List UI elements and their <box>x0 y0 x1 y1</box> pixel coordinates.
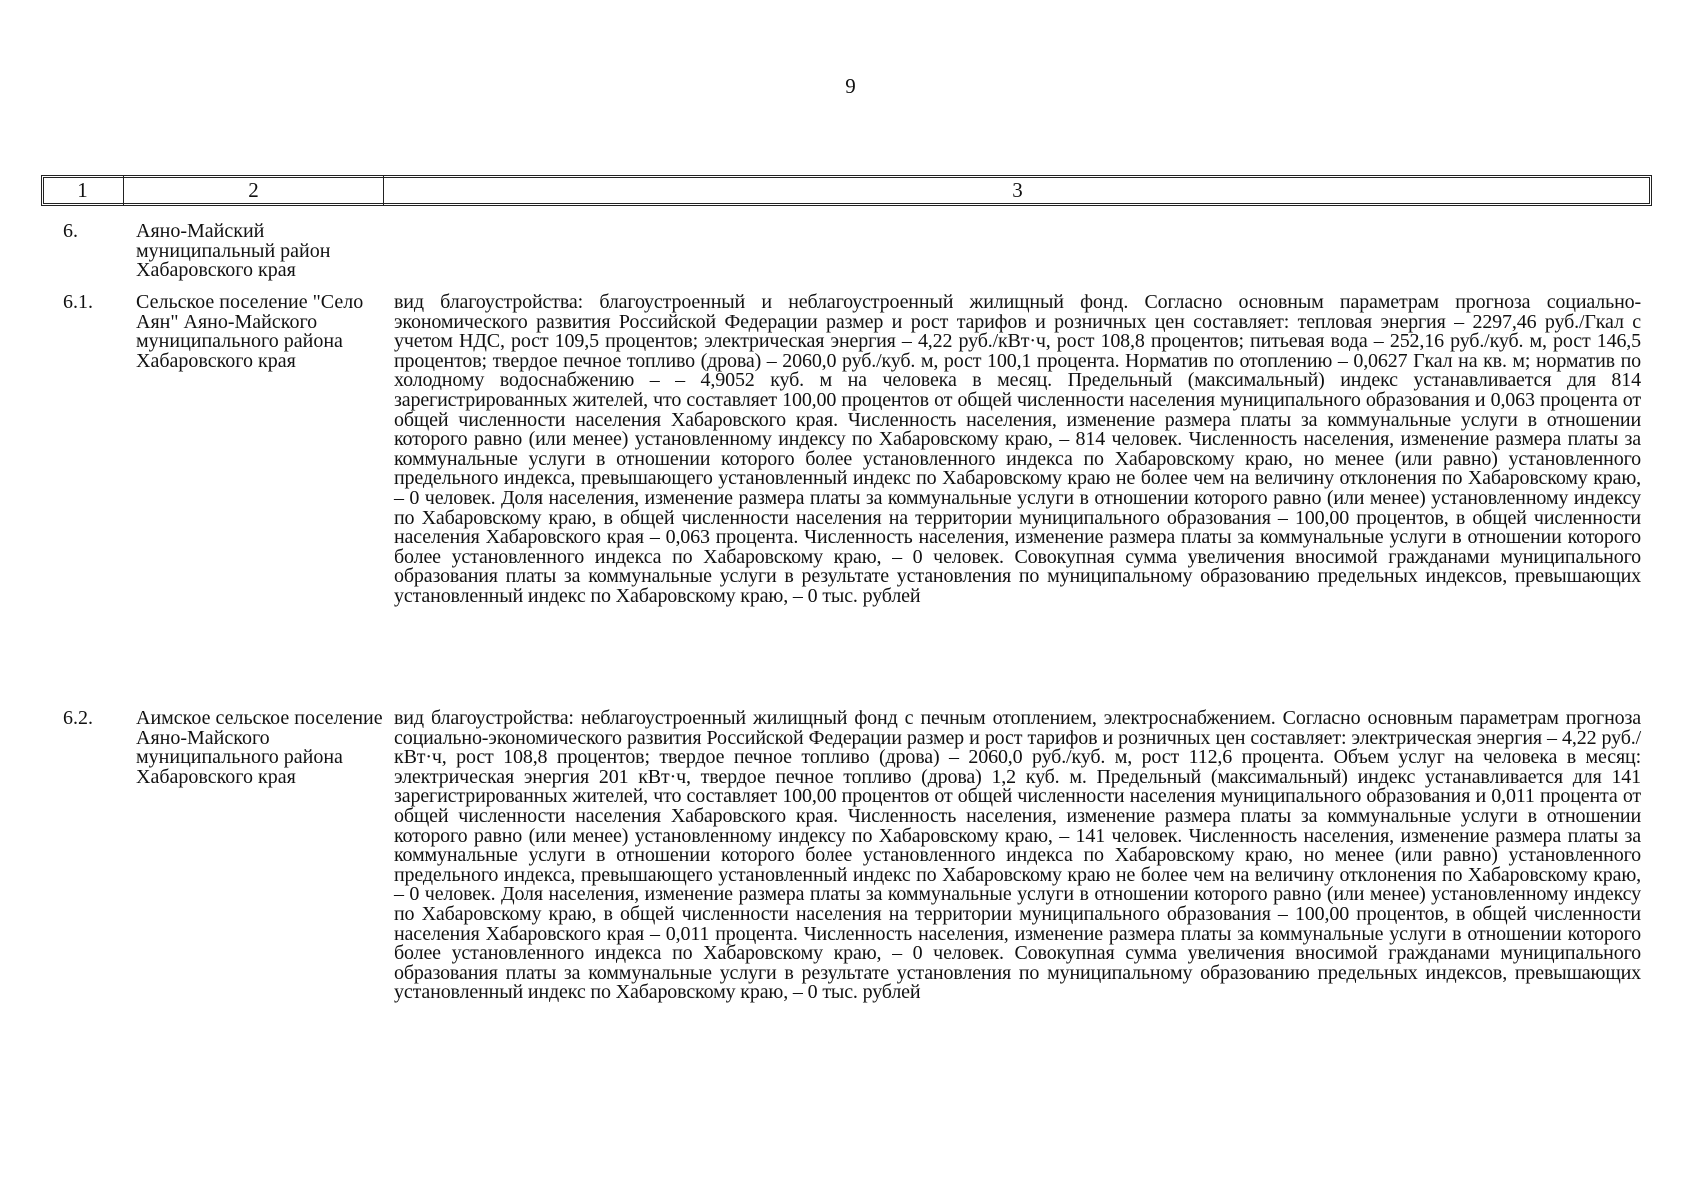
table-header-col1: 1 <box>42 176 124 205</box>
row-number: 6. <box>63 220 78 242</box>
row-municipality-name: Сельское поселение "Село Аян" Аяно-Майского муниципального района Хабаровского края <box>136 291 364 372</box>
table-header-row <box>41 175 1652 206</box>
row-description: вид благоустройства: благоустроенный и неблагоустроенный жилищный фонд. Согласно основным параметрам прогноза социально-экономического развития Российской Федерации размер и рост тарифов и розничных цен составляет: тепловая энергия – 2297,46 руб./Гкал с учетом НДС, рост 109,5 процентов; электрическая энергия – 4,22 руб./кВт·ч, рост 108,8 процентов; питьевая вода – 252,16 руб./куб. м, рост 146,5 процентов; твердое печное топливо (дрова) – 2060,0 руб./куб. м, рост 100,1 процента. Норматив по отоплению – 0,0627 Гкал на кв. м; норматив по холодному водоснабжению – – 4,9052 куб. м на человека в месяц. Предельный (максимальный) индекс устанавливается для 814 зарегистрированных жителей, что составляет 100,00 процентов от общей численности населения муниципального образования и 0,063 процента от общей численности населения Хабаровского края. Численность населения, изменение размера платы за коммунальные услуги в отношении которого равно (или менее) установленному индексу по Хабаровскому краю, – 814 человек. Численность населения, изменение размера платы за коммунальные услуги в отношении которого более установленного индекса по Хабаровскому краю, но менее (или равно) установленного предельного индекса, превышающего установленный индекс по Хабаровскому краю не более чем на величину отклонения по Хабаровскому краю, – 0 человек. Доля населения, изменение размера платы за коммунальные услуги в отношении которого равно (или менее) установленному индексу по Хабаровскому краю, в общей численности населения на территории муниципального образования – 100,00 процентов, в общей численности населения Хабаровского края – 0,063 процента. Численность населения, изменение размера платы за коммунальные услуги в отношении которого более установленного индекса по Хабаровскому краю, – 0 человек. Совокупная сумма увеличения вносимой гражданами муниципального образования платы за коммунальные услуги в результате установления по муниципальному образованию предельных индексов, превышающих установленный индекс по Хабаровскому краю, – 0 тыс. рублей <box>394 291 1641 607</box>
row-municipality-name: Аимское сельское поселение Аяно-Майского муниципального района Хабаровского края <box>136 707 383 788</box>
table-header-col2: 2 <box>124 176 384 205</box>
row-description: вид благоустройства: неблагоустроенный жилищный фонд с печным отоплением, электроснабжением. Согласно основным параметрам прогноза социально-экономического развития Российской Федерации размер и рост тарифов и розничных цен составляет: электрическая энергия – 4,22 руб./кВт·ч, рост 108,8 процентов; твердое печное топливо (дрова) – 2060,0 руб./куб. м, рост 112,6 процента. Объем услуг на человека в месяц: электрическая энергия 201 кВт·ч, твердое печное топливо (дрова) 1,2 куб. м. Предельный (максимальный) индекс устанавливается для 141 зарегистрированных жителей, что составляет 100,00 процентов от общей численности населения муниципального образования и 0,011 процента от общей численности населения Хабаровского края. Численность населения, изменение размера платы за коммунальные услуги в отношении которого равно (или менее) установленному индексу по Хабаровскому краю, – 141 человек. Численность населения, изменение размера платы за коммунальные услуги в отношении которого более установленного индекса по Хабаровскому краю, но менее (или равно) установленного предельного индекса, превышающего установленный индекс по Хабаровскому краю не более чем на величину отклонения по Хабаровскому краю, – 0 человек. Доля населения, изменение размера платы за коммунальные услуги в отношении которого равно (или менее) установленному индексу по Хабаровскому краю, в общей численности населения на территории муниципального образования – 100,00 процентов, в общей численности населения Хабаровского края – 0,011 процента. Численность населения, изменение размера платы за коммунальные услуги в отношении которого более установленного индекса по Хабаровскому краю, – 0 человек. Совокупная сумма увеличения вносимой гражданами муниципального образования платы за коммунальные услуги в результате установления по муниципальному образованию предельных индексов, превышающих установленный индекс по Хабаровскому краю, – 0 тыс. рублей <box>394 707 1641 1004</box>
row-number: 6.2. <box>63 707 93 729</box>
table-header-col3: 3 <box>1012 178 1023 202</box>
page-number: 9 <box>845 74 856 98</box>
row-number: 6.1. <box>63 291 93 313</box>
row-municipality-name: Аяно-Майский муниципальный район Хабаровского края <box>136 220 331 282</box>
